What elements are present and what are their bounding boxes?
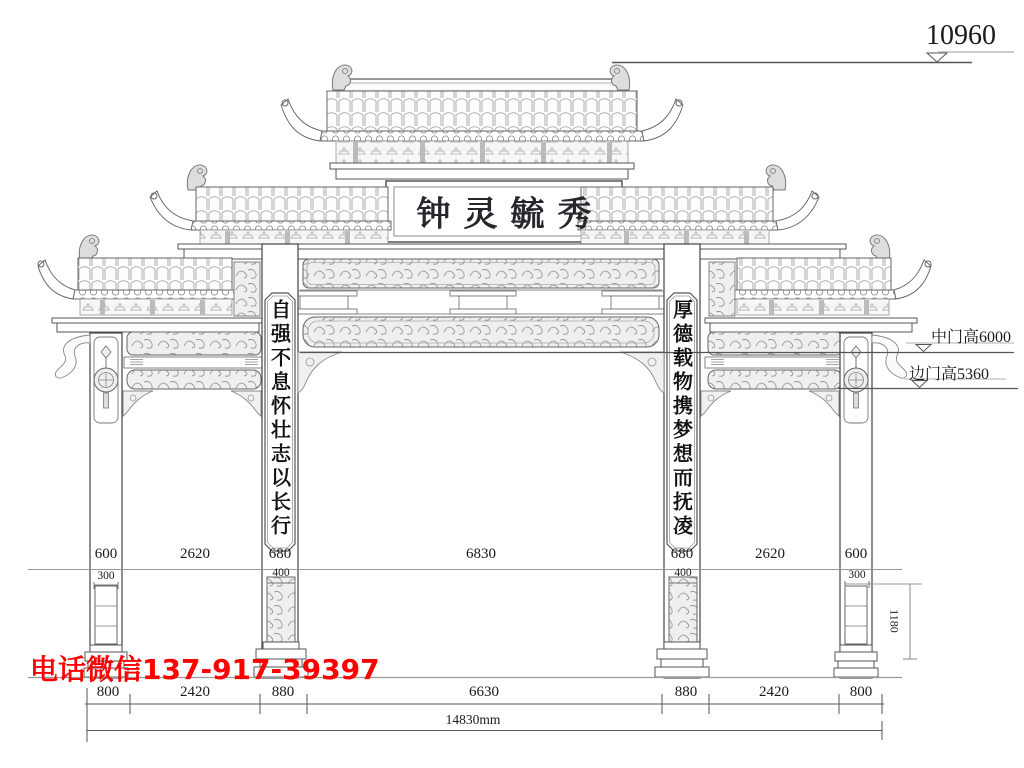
dim-center-door-height: 中门高6000: [931, 329, 1012, 346]
dim-mid-6830: 6830: [466, 546, 496, 562]
dim-bot-880-left: 880: [271, 684, 295, 700]
contact-phone-wechat: 电话微信137-917-39397: [30, 653, 380, 686]
ridge-ornament-icon: [870, 235, 890, 260]
lantern-icon: [94, 337, 118, 423]
dim-mid-680-left: 680: [268, 546, 292, 562]
dim-total-height: 10960: [926, 20, 996, 51]
dim-400-left: 400: [272, 567, 290, 579]
main-plaque-text: 钟灵毓秀: [416, 194, 605, 235]
roof-top: [281, 65, 683, 179]
dim-mid-680-right: 680: [670, 546, 694, 562]
ridge-ornament-icon: [766, 165, 786, 190]
lintel-pedestals: [291, 290, 668, 314]
dim-mid-600-left: 600: [94, 546, 118, 562]
dim-bot-880-right: 880: [674, 684, 698, 700]
dim-400-right: 400: [674, 567, 692, 579]
dim-1180: 1180: [887, 609, 902, 633]
ridge-ornament-icon: [187, 165, 207, 190]
lantern-icon: [844, 337, 868, 423]
ridge-ornament-icon: [79, 235, 99, 260]
dim-total-width: 14830mm: [445, 712, 501, 727]
lintel-carved-upper: [303, 259, 659, 288]
dim-side-door-height: 边门高5360: [909, 366, 990, 383]
dim-bot-2420-left: 2420: [180, 684, 210, 700]
side-bay-right: [701, 332, 845, 416]
side-bay-left: [123, 332, 264, 416]
couplet-right-text: 厚德载物携梦想而抚凌: [669, 299, 694, 539]
dim-mid-2620-right: 2620: [755, 546, 785, 562]
dim-mid-2620-left: 2620: [180, 546, 210, 562]
dim-mid-600-right: 600: [844, 546, 868, 562]
dim-bot-800-left: 800: [96, 684, 120, 700]
dim-bot-6630: 6630: [469, 684, 499, 700]
dim-300-right: 300: [848, 569, 866, 581]
dim-bot-800-right: 800: [849, 684, 873, 700]
lintel-carved-lower: [303, 317, 659, 347]
dim-300-left: 300: [97, 570, 115, 582]
center-brackets: [298, 352, 664, 393]
dim-bot-2420-right: 2420: [759, 684, 789, 700]
couplet-left-text: 自强不息怀壮志以长行: [267, 299, 292, 539]
base-inner-right: [655, 577, 709, 677]
